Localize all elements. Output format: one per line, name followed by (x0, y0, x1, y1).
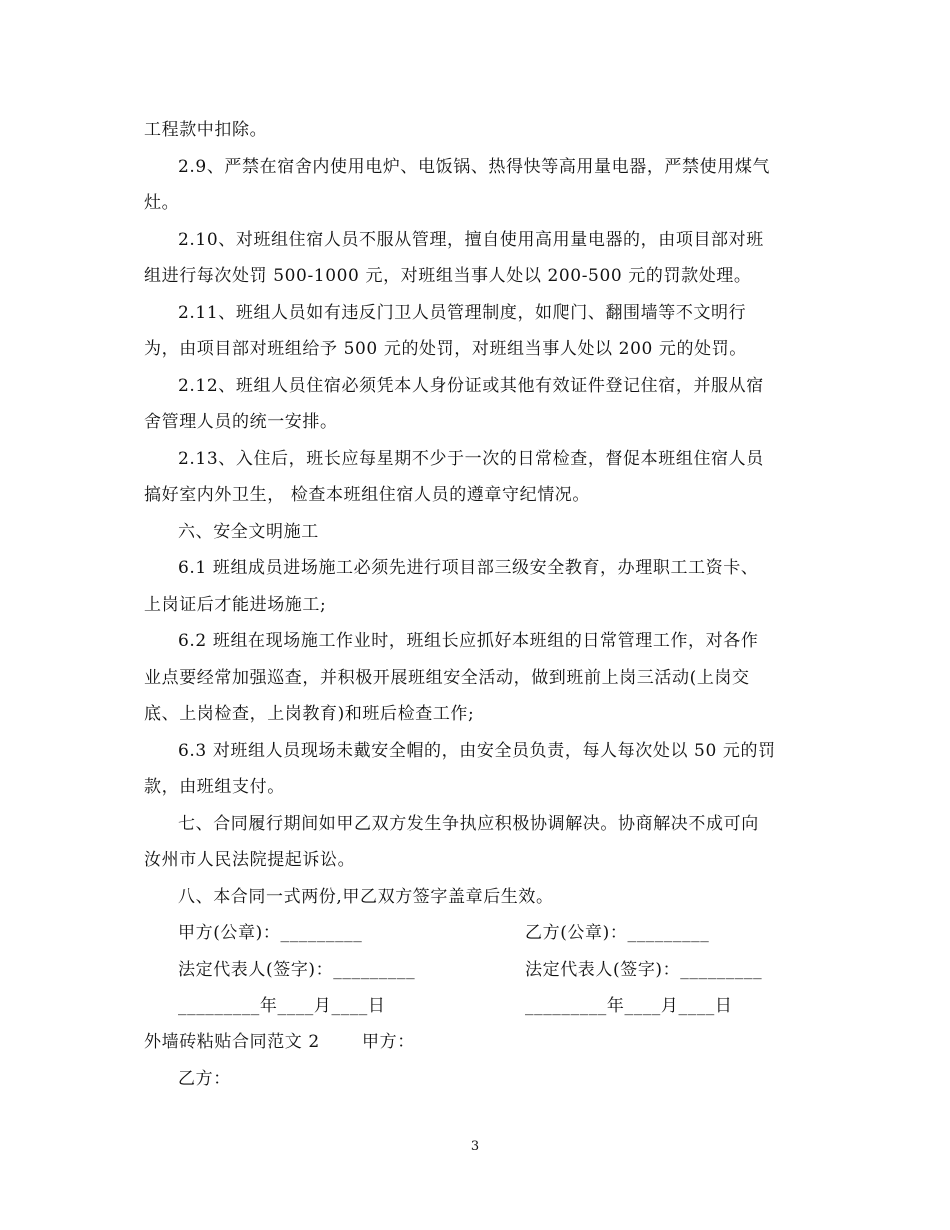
paragraph-line: 6.3 对班组人员现场未戴安全帽的，由安全员负责，每人每次处以 50 元的罚 (178, 741, 776, 761)
party-a-date-field: _________年____月____日 (178, 996, 386, 1016)
paragraph-line: 七、合同履行期间如甲乙双方发生争执应积极协调解决。协商解决不成可向 (178, 814, 759, 834)
paragraph-line: 2.12、班组人员住宿必须凭本人身份证或其他有效证件登记住宿，并服从宿 (178, 376, 764, 396)
paragraph-line: 八、本合同一式两份,甲乙双方签字盖章后生效。 (178, 887, 554, 907)
paragraph-line: 工程款中扣除。 (144, 120, 268, 140)
party-b-seal-field: 乙方(公章)：_________ (525, 923, 710, 943)
paragraph-line: 上岗证后才能进场施工; (144, 595, 327, 615)
page-number: 3 (470, 1139, 480, 1154)
next-party-b-label: 乙方： (178, 1069, 231, 1089)
paragraph-line: 款，由班组支付。 (144, 777, 285, 797)
party-b-date-field: _________年____月____日 (525, 996, 733, 1016)
paragraph-line: 2.9、严禁在宿舍内使用电炉、电饭锅、热得快等高用量电器，严禁使用煤气 (178, 157, 771, 177)
paragraph-line: 汝州市人民法院提起诉讼。 (144, 850, 356, 870)
paragraph-line: 灶。 (144, 193, 180, 213)
paragraph-line: 舍管理人员的统一安排。 (144, 412, 338, 432)
section-heading: 六、安全文明施工 (178, 522, 319, 542)
party-b-representative-field: 法定代表人(签字)：_________ (525, 960, 763, 980)
paragraph-line: 组进行每次处罚 500-1000 元，对班组当事人处以 200-500 元的罚款处理。 (144, 266, 752, 286)
paragraph-line: 搞好室内外卫生， 检查本班组住宿人员的遵章守纪情况。 (144, 485, 591, 505)
paragraph-line: 底、上岗检查，上岗教育)和班后检查工作; (144, 704, 475, 724)
paragraph-line: 2.11、班组人员如有违反门卫人员管理制度，如爬门、翻围墙等不文明行 (178, 303, 747, 323)
next-party-a-label: 甲方： (362, 1032, 415, 1052)
paragraph-line: 6.1 班组成员进场施工必须先进行项目部三级安全教育，办理职工工资卡、 (178, 558, 759, 578)
paragraph-line: 为，由项目部对班组给予 500 元的处罚，对班组当事人处以 200 元的处罚。 (144, 339, 747, 359)
party-a-seal-field: 甲方(公章)：_________ (178, 923, 363, 943)
party-a-representative-field: 法定代表人(签字)：_________ (178, 960, 416, 980)
paragraph-line: 2.10、对班组住宿人员不服从管理，擅自使用高用量电器的，由项目部对班 (178, 230, 764, 250)
paragraph-line: 6.2 班组在现场施工作业时，班组长应抓好本班组的日常管理工作，对各作 (178, 631, 759, 651)
next-section-title: 外墙砖粘贴合同范文 2 (144, 1032, 320, 1052)
paragraph-line: 业点要经常加强巡查，并积极开展班组安全活动，做到班前上岗三活动(上岗交 (144, 668, 750, 688)
paragraph-line: 2.13、入住后，班长应每星期不少于一次的日常检查，督促本班组住宿人员 (178, 449, 764, 469)
